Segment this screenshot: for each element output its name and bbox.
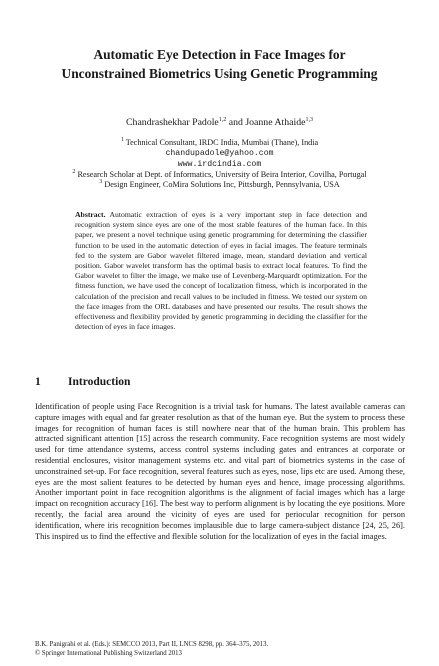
affiliation-text: Research Scholar at Dept. of Informatics, University of Beira Interior, Covilha, Portugal	[77, 170, 367, 179]
affiliation-text: Design Engineer, CoMira Solutions Inc, Pittsburgh, Pennsylvania, USA	[104, 180, 340, 189]
affiliation-line	[0, 170, 439, 180]
section-heading	[35, 375, 415, 389]
affiliation-marker: 2	[72, 169, 76, 175]
author-list	[0, 117, 439, 129]
affiliation-email: chandupadole@yahoo.com	[165, 149, 274, 158]
affiliation-line	[0, 138, 439, 148]
author-name: Chandrashekhar Padole	[126, 117, 219, 128]
affiliation-line	[0, 159, 439, 170]
title-line-2: Unconstrained Biometrics Using Genetic Programming	[61, 66, 378, 81]
copyright-line: © Springer International Publishing Switzerland 2013	[35, 650, 182, 657]
section-number: 1	[35, 376, 41, 388]
author-connector: and	[226, 117, 246, 128]
author-name: Joanne Athaide	[245, 117, 306, 128]
citation-line: B.K. Panigrahi et al. (Eds.): SEMCCO 2013, Part II, LNCS 8298, pp. 364–375, 2013.	[35, 641, 269, 648]
abstract-text: Automatic extraction of eyes is a very important step in face detection and recognition system since eyes are one of the most stable features of the human face. In this paper, we present a novel technique using genetic programming for determining the classifier function to be used in the automatic detection of eyes in facial images. The feature terminals fed to the system are Gabor wavelet filtered image, mean, standard deviation and vertical position. Gabor wavelet transform has the optimal basis to extract local features. To find the Gabor wavelet to filter the image, we make use of Levenberg-Marquardt optimization. For the fitness function, we have used the concept of localization fitness, which is incorporated in the calculation of the precision and recall values to be included in fitness. We tested our system on the face images from the ORL databases and have presented our results. The result shows the effectiveness and flexibility provided by genetic programming in deciding the classifier for the detection of eyes in face images.	[75, 210, 368, 332]
section-title: Introduction	[68, 376, 131, 388]
affiliation-marker: 3	[99, 179, 103, 185]
affiliation-marker: 1	[120, 137, 124, 143]
abstract-label: Abstract.	[75, 210, 106, 219]
affiliation-line	[0, 148, 439, 159]
title-line-1: Automatic Eye Detection in Face Images for	[93, 47, 346, 62]
affiliation-list	[0, 138, 439, 190]
affiliation-website: www.irdcindia.com	[177, 160, 262, 169]
page-footer	[35, 640, 425, 658]
body-paragraph: Identification of people using Face Recognition is a trivial task for humans. The latest available cameras can capture images with equal and far greater resolution as that of the human eye. But the system to process these images for recognition of human faces is still nowhere near that of the human brain. This problem has attracted significant attention [15] across the research community. Face recognition systems are most widely used for time attendance systems, access control systems including gates and entrances at corporate or residential enclosures, visitor management systems etc. and vital part of biometrics systems in the case of unconstrained set-up. For face recognition, several features such as eyes, nose, lips etc are used. Among these, eyes are the most salient features to be detected by human eyes and hence, image processing algorithms. Another important point in face recognition algorithms is the alignment of facial images which has a large impact on recognition accuracy [16]. The best way to perform alignment is by locating the eye positions. More recently, the facial area around the vicinity of eyes are used for periocular recognition for person identification, where iris recognition becomes implausible due to large camera-subject distance [24, 25, 26]. This inspired us to find the effective and flexible solution for the localization of eyes in the facial images.	[35, 402, 405, 541]
affiliation-text: Technical Consultant, IRDC India, Mumbai (Thane), India	[125, 138, 319, 147]
affiliation-line	[0, 180, 439, 190]
author-affiliation-marker: 1,3	[305, 117, 313, 123]
author-affiliation-marker: 1,2	[218, 117, 227, 123]
abstract	[75, 210, 367, 332]
paper-title	[0, 45, 439, 83]
